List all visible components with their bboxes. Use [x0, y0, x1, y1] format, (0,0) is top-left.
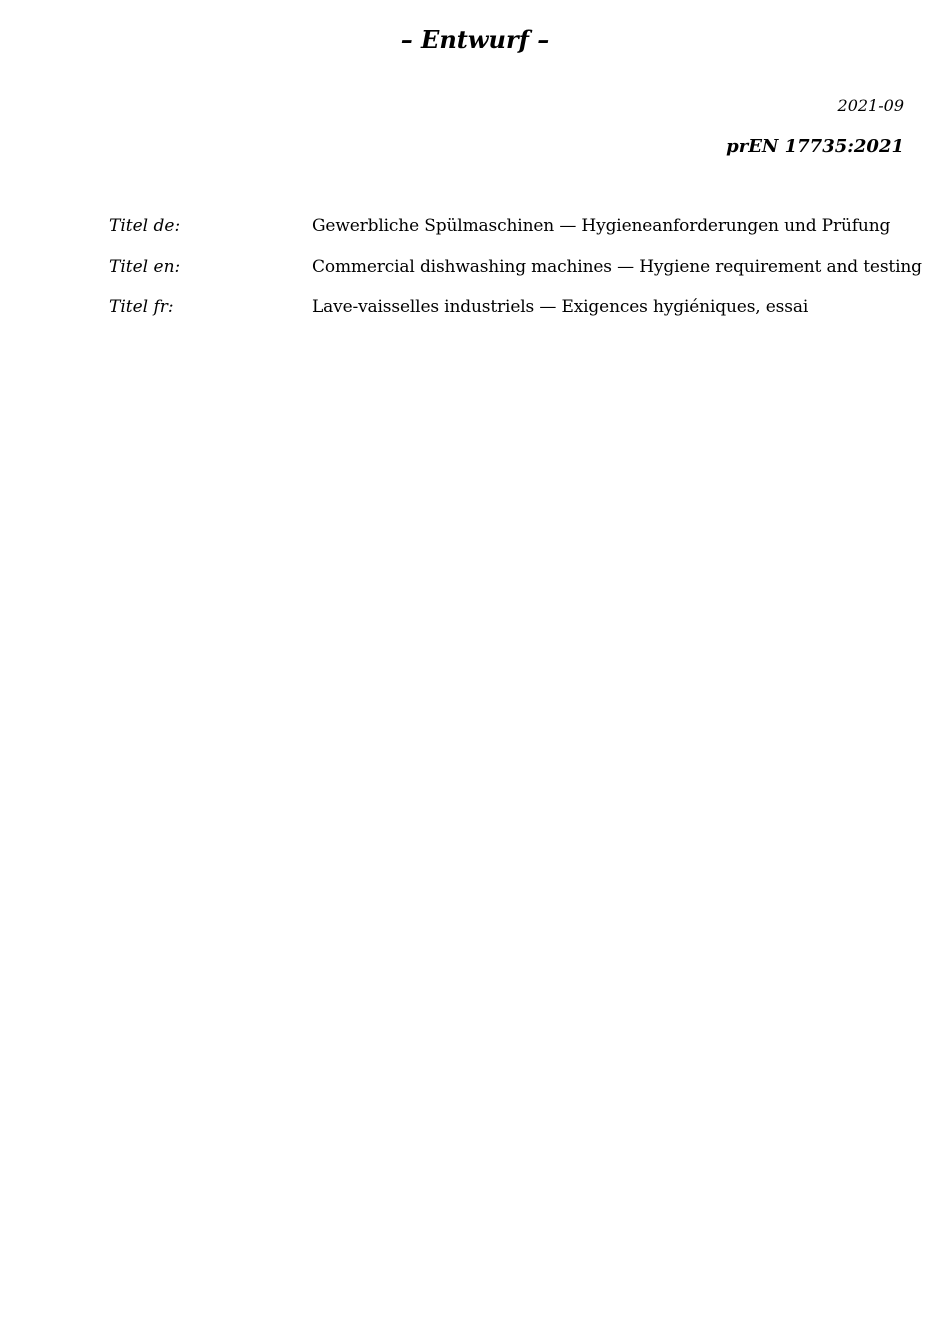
title-label-de: Titel de: [109, 216, 181, 236]
title-table [109, 214, 922, 336]
draft-heading: – Entwurf – [400, 25, 550, 54]
title-label-fr: Titel fr: [109, 297, 174, 317]
title-row-fr [109, 295, 909, 336]
title-row-de [109, 214, 909, 255]
title-row-en [109, 255, 922, 296]
title-label-en: Titel en: [109, 256, 181, 277]
title-value-fr: Lave-vaisselles industriels — Exigences hygiéniques, essai [312, 297, 809, 317]
title-value-en: Commercial dishwashing machines — Hygiene requirement and testing [312, 256, 922, 277]
document-date: 2021-09 [837, 96, 904, 115]
standard-number: prEN 17735:2021 [726, 136, 904, 157]
title-value-de: Gewerbliche Spülmaschinen — Hygieneanforderungen und Prüfung [312, 216, 891, 236]
